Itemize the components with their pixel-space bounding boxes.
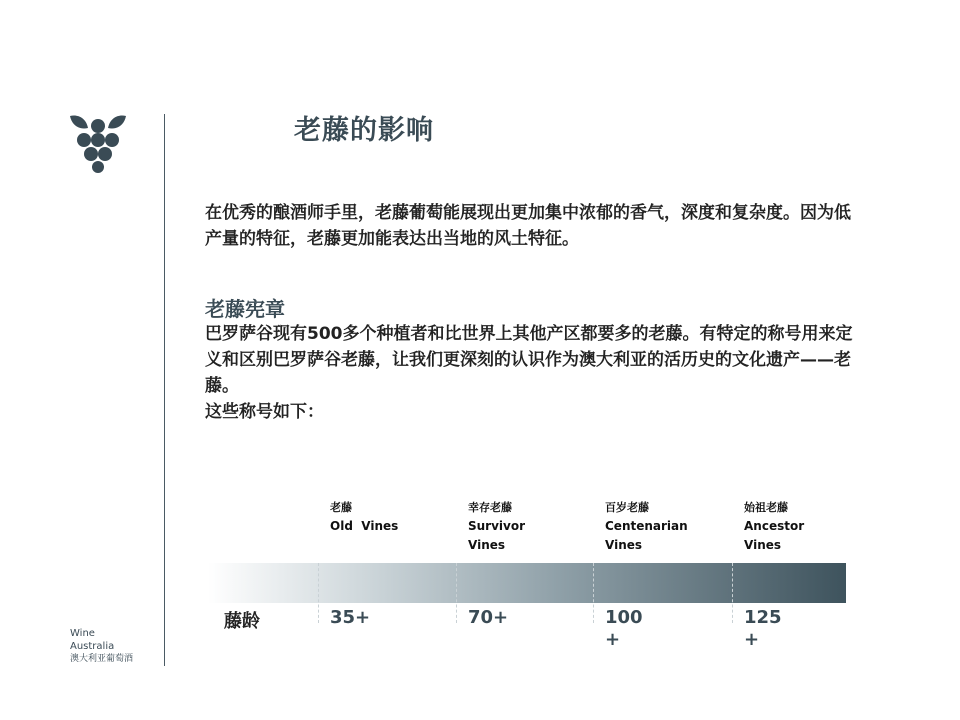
brand-line-2: Australia bbox=[70, 641, 115, 652]
tier-old-vines bbox=[330, 498, 440, 536]
tier-divider bbox=[732, 563, 733, 623]
section-note: 这些称号如下： bbox=[205, 402, 324, 422]
tier-cn: 始祖老藤 bbox=[744, 501, 788, 514]
intro-paragraph: 在优秀的酿酒师手里，老藤葡萄能展现出更加集中浓郁的香气，深度和复杂度。因为低产量的特征，老藤更加能表达出当地的风土特征。 bbox=[205, 203, 851, 249]
page-title: 老藤的影响 bbox=[294, 115, 434, 146]
section-body-text: 巴罗萨谷现有500多个种植者和比世界上其他产区都要多的老藤。有特定的称号用来定义和区别巴罗萨谷老藤，让我们更深刻的认识作为澳大利亚的活历史的文化遗产——老藤。 bbox=[205, 324, 853, 396]
tier-en: Old Vines bbox=[330, 519, 399, 533]
age-value-ancestor bbox=[744, 607, 784, 651]
tier-en-2: Vines bbox=[605, 538, 643, 552]
brand-line-3: 澳大利亚葡萄酒 bbox=[70, 654, 134, 664]
section-body bbox=[205, 321, 865, 425]
tier-divider bbox=[456, 563, 457, 623]
age-value-centenarian bbox=[605, 607, 645, 651]
age-suffix: + bbox=[605, 629, 621, 650]
tier-divider bbox=[593, 563, 594, 623]
tier-en: Ancestor bbox=[744, 519, 805, 533]
age-value: 70+ bbox=[468, 607, 509, 628]
grape-logo-icon bbox=[68, 112, 128, 174]
divider-line bbox=[164, 114, 165, 666]
tier-ancestor-vines bbox=[744, 498, 854, 555]
tier-cn: 百岁老藤 bbox=[605, 501, 649, 514]
tier-cn: 幸存老藤 bbox=[468, 501, 512, 514]
tier-en-2: Vines bbox=[468, 538, 506, 552]
tier-divider bbox=[318, 563, 319, 623]
age-value: 100 bbox=[605, 607, 643, 628]
age-value-old bbox=[330, 607, 370, 629]
age-value-survivor bbox=[468, 607, 508, 629]
age-suffix: + bbox=[744, 629, 760, 650]
section-heading: 老藤宪章 bbox=[205, 297, 285, 321]
brand-wordmark bbox=[70, 627, 133, 666]
tier-centenarian-vines bbox=[605, 498, 715, 555]
age-value: 35+ bbox=[330, 607, 371, 628]
tier-survivor-vines bbox=[468, 498, 578, 555]
tier-en: Centenarian bbox=[605, 519, 688, 533]
age-gradient-bar bbox=[208, 563, 846, 603]
tier-en-2: Vines bbox=[744, 538, 782, 552]
age-value: 125 bbox=[744, 607, 782, 628]
age-label: 藤龄 bbox=[224, 611, 260, 632]
tier-en: Survivor bbox=[468, 519, 526, 533]
brand-line-1: Wine bbox=[70, 628, 95, 639]
tier-cn: 老藤 bbox=[330, 501, 352, 514]
